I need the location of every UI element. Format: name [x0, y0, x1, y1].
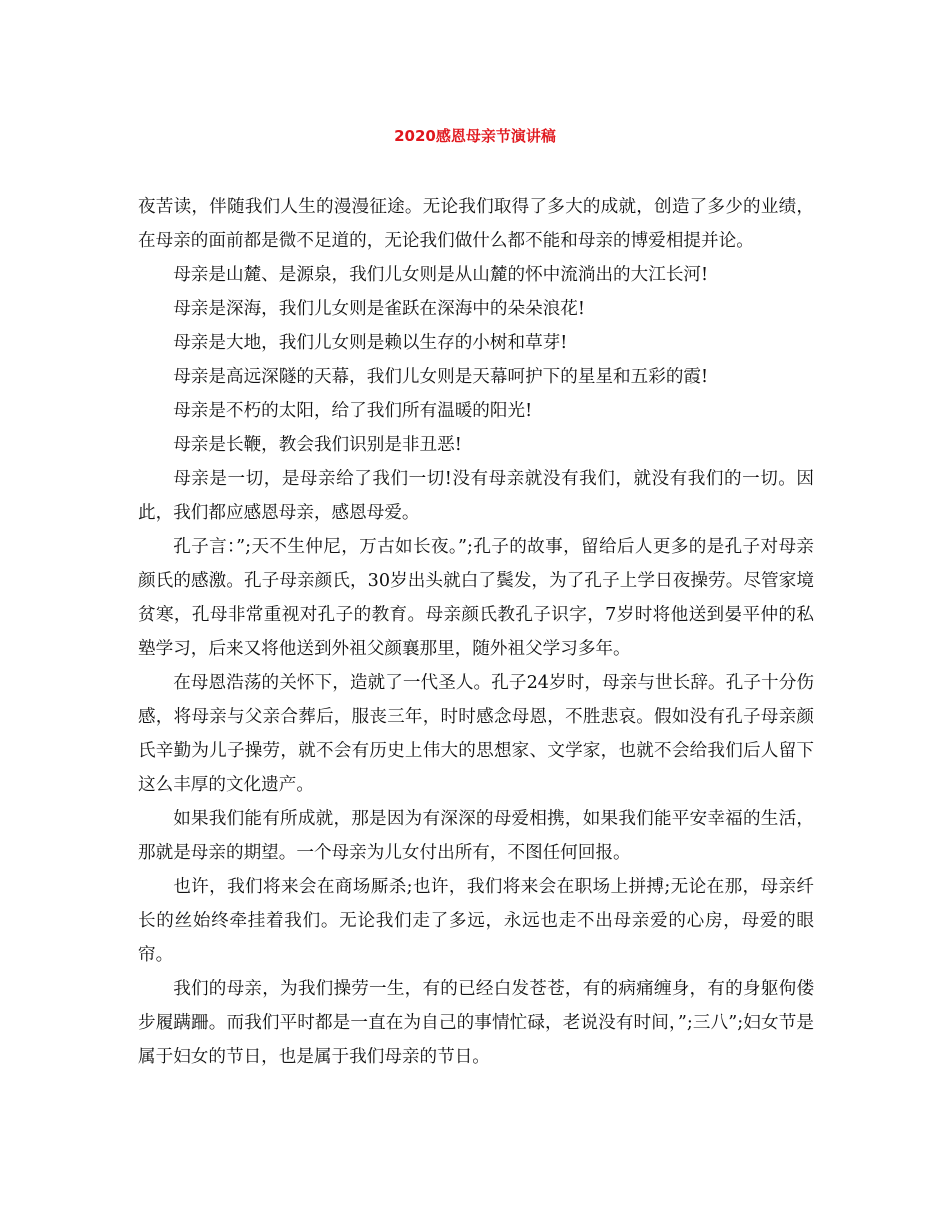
paragraph: 母亲是一切，是母亲给了我们一切!没有母亲就没有我们，就没有我们的一切。因此，我们都应感恩母亲，感恩母爱。: [138, 469, 814, 523]
paragraph: 母亲是长鞭，教会我们识别是非丑恶!: [173, 435, 462, 455]
paragraph: 在母恩浩荡的关怀下，造就了一代圣人。孔子24岁时，母亲与世长辞。孔子十分伤感，将母亲与父亲合葬后，服丧三年，时时感念母恩，不胜悲哀。假如没有孔子母亲颜氏辛勤为儿子操劳，就不会有历史上伟大的思想家、文学家，也就不会给我们后人留下这么丰厚的文化遗产。: [138, 673, 814, 795]
paragraph: 母亲是深海，我们儿女则是雀跃在深海中的朵朵浪花!: [173, 299, 585, 319]
paragraph: 我们的母亲，为我们操劳一生，有的已经白发苍苍，有的病痛缠身，有的身躯佝偻步履蹒跚。而我们平时都是一直在为自己的事情忙碌，老说没有时间，”;三八”;妇女节是属于妇女的节日，也是属于我们母亲的节日。: [138, 979, 814, 1067]
document-title: 2020感恩母亲节演讲稿: [394, 127, 556, 145]
paragraph: 母亲是高远深隧的天幕，我们儿女则是天幕呵护下的星星和五彩的霞!: [173, 367, 709, 387]
paragraph: 如果我们能有所成就，那是因为有深深的母爱相携，如果我们能平安幸福的生活，那就是母亲的期望。一个母亲为儿女付出所有，不图任何回报。: [138, 809, 814, 863]
paragraph: 夜苦读，伴随我们人生的漫漫征途。无论我们取得了多大的成就，创造了多少的业绩，在母亲的面前都是微不足道的，无论我们做什么都不能和母亲的博爱相提并论。: [138, 197, 814, 251]
paragraph: 母亲是不朽的太阳，给了我们所有温暖的阳光!: [173, 401, 533, 421]
paragraph: 也许，我们将来会在商场厮杀;也许，我们将来会在职场上拼搏;无论在那，母亲纤长的丝始终牵挂着我们。无论我们走了多远，永远也走不出母亲爱的心房，母爱的眼帘。: [138, 877, 814, 965]
paragraph: 母亲是大地，我们儿女则是赖以生存的小树和草芽!: [173, 333, 568, 353]
paragraph: 母亲是山麓、是源泉，我们儿女则是从山麓的怀中流淌出的大江长河!: [173, 265, 709, 285]
document-body: [138, 190, 814, 1074]
paragraph: 孔子言：”;天不生仲尼，万古如长夜。”;孔子的故事，留给后人更多的是孔子对母亲颜氏的感激。孔子母亲颜氏，30岁出头就白了鬓发，为了孔子上学日夜操劳。尽管家境贫寒，孔母非常重视对孔子的教育。母亲颜氏教孔子识字，7岁时将他送到晏平仲的私塾学习，后来又将他送到外祖父颜襄那里，随外祖父学习多年。: [138, 537, 814, 659]
